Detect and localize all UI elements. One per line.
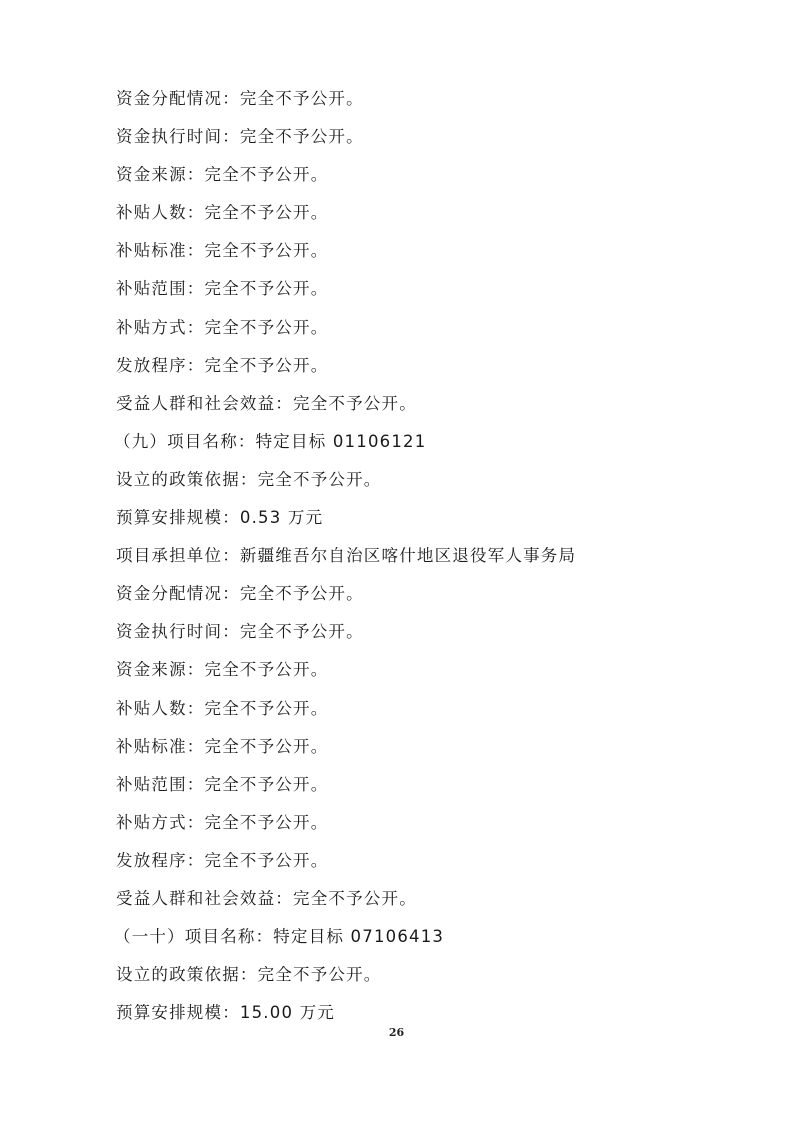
text-line-subsidy-count: 补贴人数：完全不予公开。 xyxy=(116,203,329,223)
text-line-fund-execution-time: 资金执行时间：完全不予公开。 xyxy=(116,622,364,642)
text-line-fund-allocation: 资金分配情况：完全不予公开。 xyxy=(116,584,364,604)
text-line-subsidy-standard: 补贴标准：完全不予公开。 xyxy=(116,736,329,756)
text-line-subsidy-scope: 补贴范围：完全不予公开。 xyxy=(116,279,329,299)
page-number: 26 xyxy=(388,1026,405,1039)
text-line-subsidy-method: 补贴方式：完全不予公开。 xyxy=(116,812,329,832)
text-line-distribution-procedure: 发放程序：完全不予公开。 xyxy=(116,850,329,870)
text-line-budget-scale: 预算安排规模：15.00 万元 xyxy=(116,1003,335,1023)
text-line-policy-basis: 设立的政策依据：完全不予公开。 xyxy=(116,469,382,489)
text-line-budget-scale: 预算安排规模：0.53 万元 xyxy=(116,508,324,528)
text-line-beneficiaries: 受益人群和社会效益：完全不予公开。 xyxy=(116,888,417,908)
text-line-fund-source: 资金来源：完全不予公开。 xyxy=(116,165,329,185)
text-line-subsidy-scope: 补贴范围：完全不予公开。 xyxy=(116,774,329,794)
document-body xyxy=(116,86,736,1038)
text-line-subsidy-method: 补贴方式：完全不予公开。 xyxy=(116,317,329,337)
text-line-subsidy-standard: 补贴标准：完全不予公开。 xyxy=(116,241,329,261)
text-line-distribution-procedure: 发放程序：完全不予公开。 xyxy=(116,355,329,375)
section-heading-nine: （九）项目名称：特定目标 01106121 xyxy=(114,431,427,451)
text-line-fund-allocation: 资金分配情况：完全不予公开。 xyxy=(116,89,364,108)
text-line-fund-execution-time: 资金执行时间：完全不予公开。 xyxy=(116,127,364,147)
text-line-undertaking-unit: 项目承担单位：新疆维吾尔自治区喀什地区退役军人事务局 xyxy=(116,546,577,566)
text-line-subsidy-count: 补贴人数：完全不予公开。 xyxy=(116,698,329,718)
section-heading-ten: （一十）项目名称：特定目标 07106413 xyxy=(114,927,445,947)
text-line-beneficiaries: 受益人群和社会效益：完全不予公开。 xyxy=(116,393,417,413)
text-line-fund-source: 资金来源：完全不予公开。 xyxy=(116,660,329,680)
text-line-policy-basis: 设立的政策依据：完全不予公开。 xyxy=(116,965,382,985)
